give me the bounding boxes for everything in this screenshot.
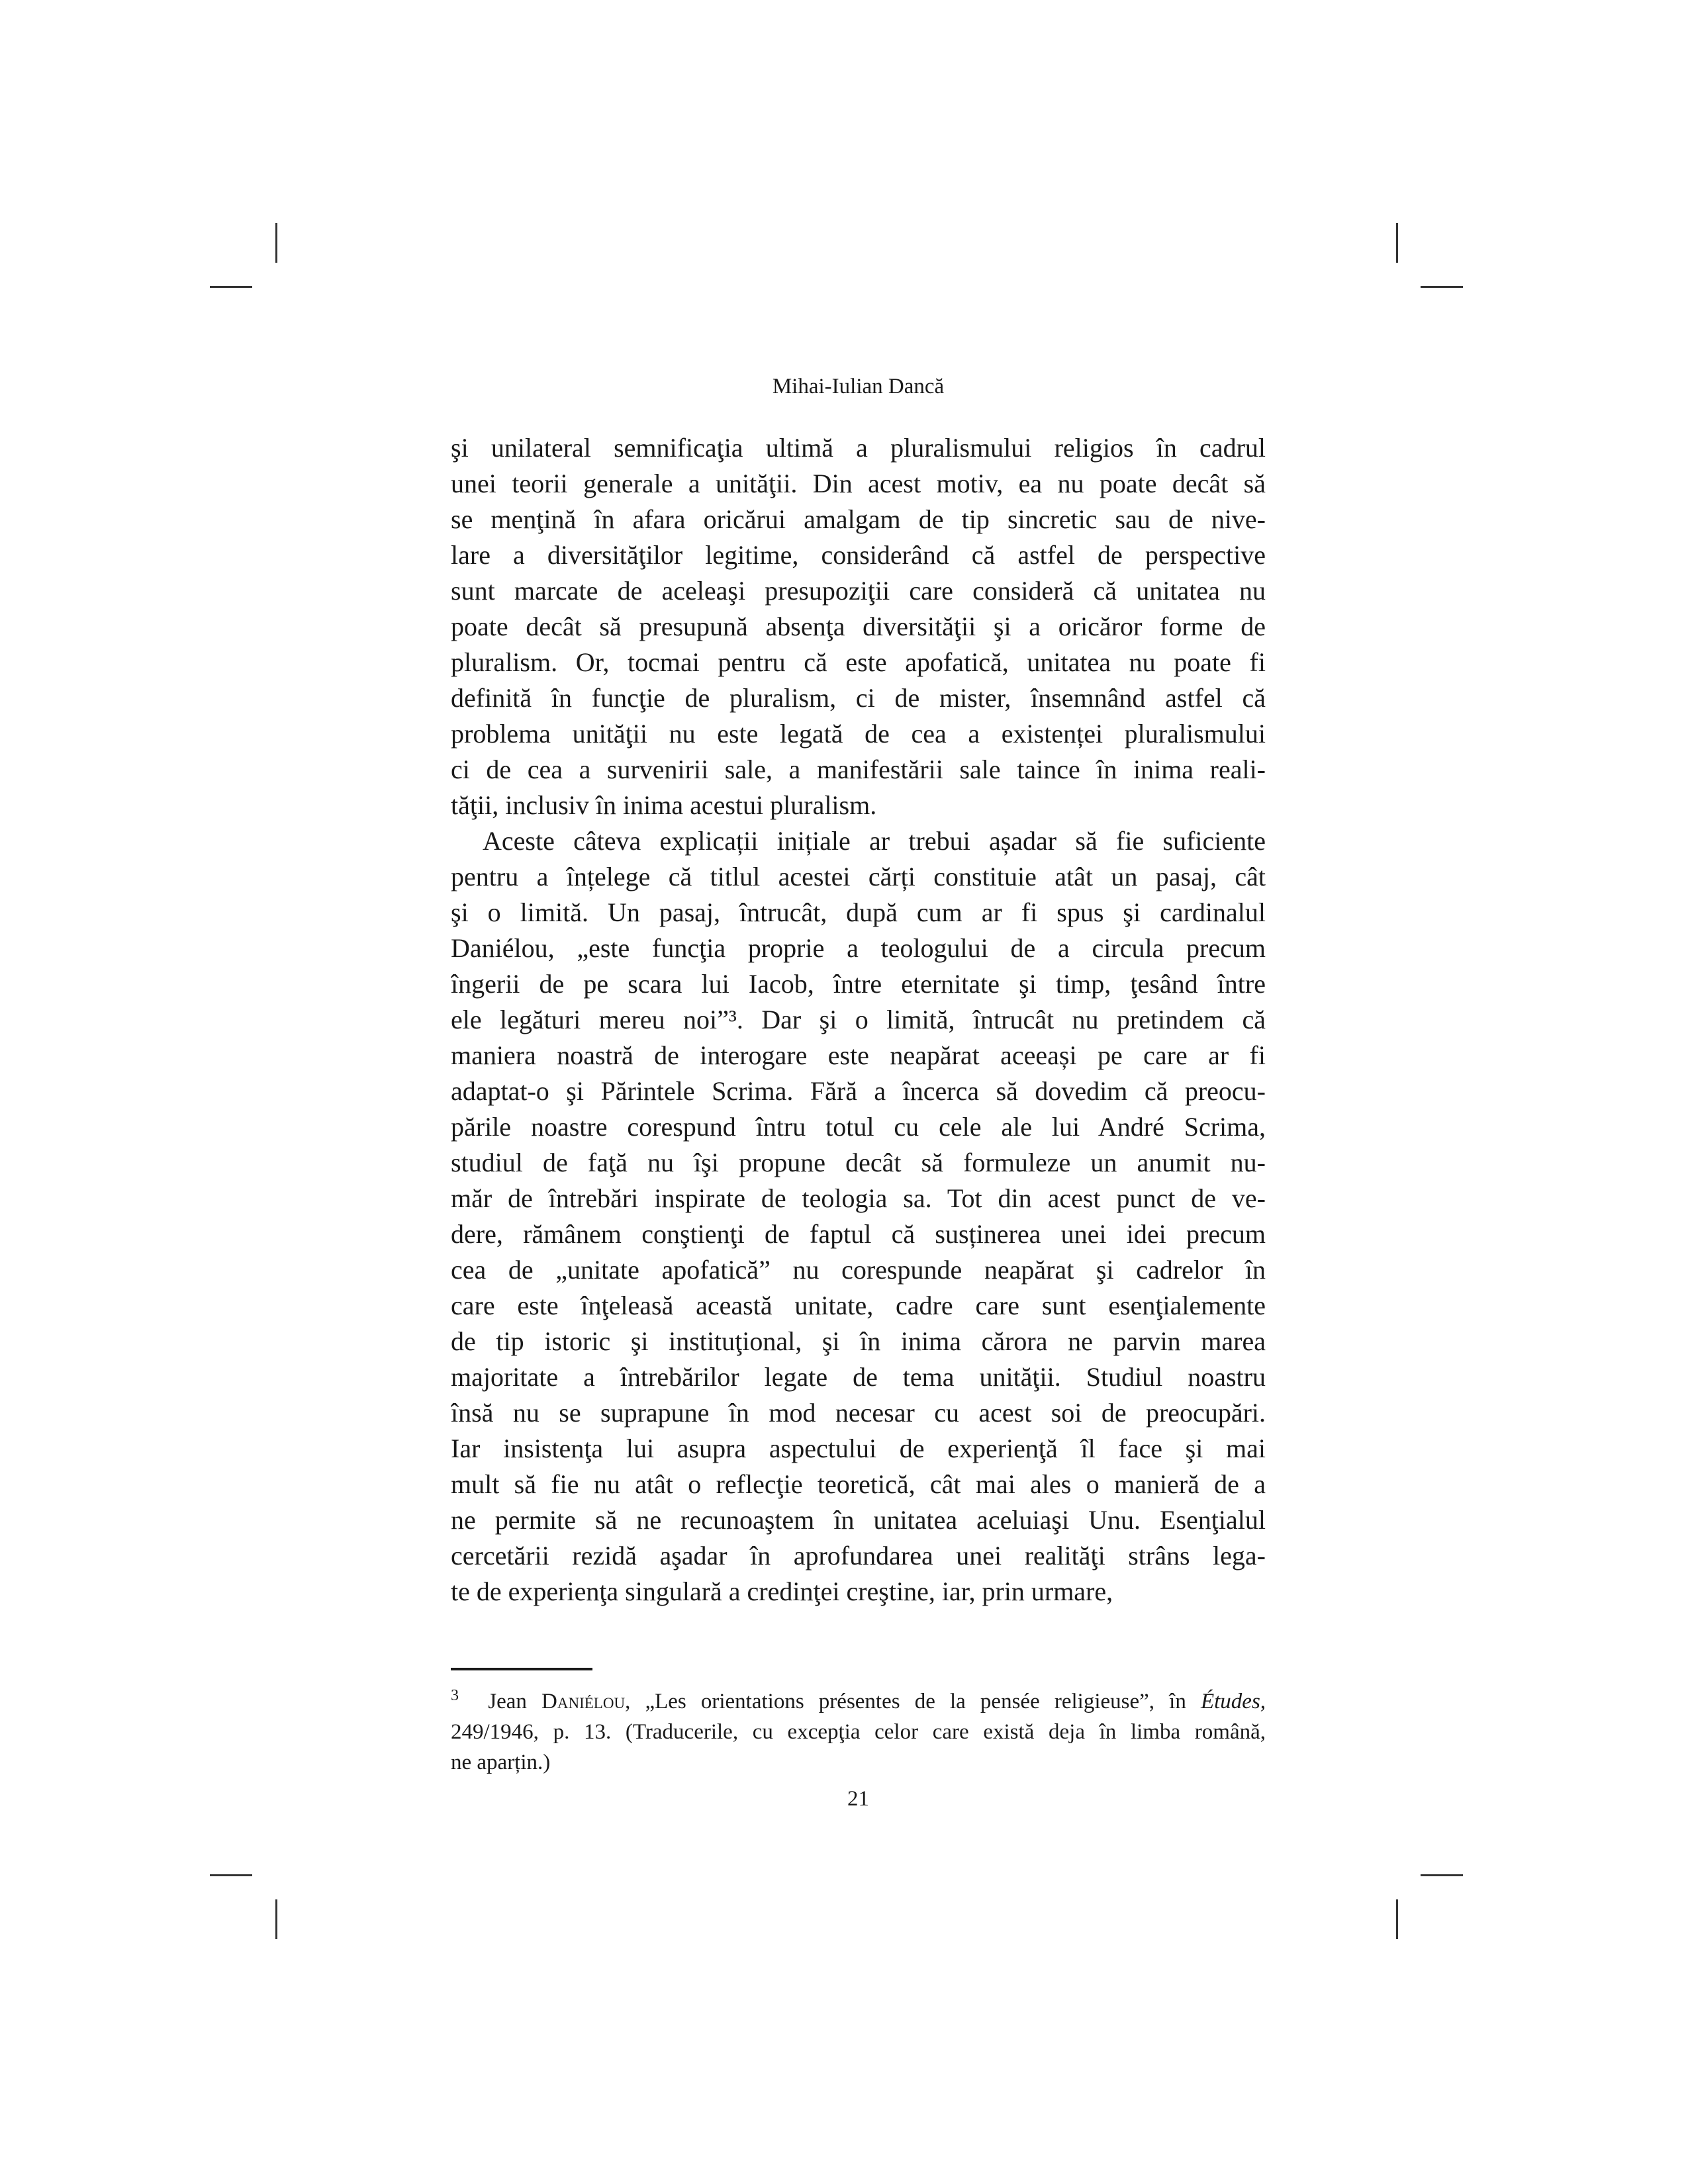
text-line: şi o limită. Un pasaj, întrucât, după cum ar fi spus şi cardinalul <box>451 897 1266 927</box>
footnote-line: ne aparțin.) <box>451 1751 551 1774</box>
text-line: tăţii, inclusiv în inima acestui pluralism. <box>451 790 877 820</box>
body-text <box>451 430 1266 1610</box>
text-line: majoritate a întrebărilor legate de tema unităţii. Studiul noastru <box>451 1362 1266 1392</box>
text-line: poate decât să presupună absenţa diversităţii şi a oricăror forme de <box>451 612 1266 641</box>
text-line: te de experienţa singulară a credinţei creştine, iar, prin urmare, <box>451 1576 1113 1606</box>
text-line: problema unităţii nu este legată de cea a existenței pluralismului <box>451 719 1266 749</box>
text-line: Iar insistenţa lui asupra aspectului de experienţă îl face şi mai <box>451 1433 1266 1463</box>
text-line: ele legături mereu noi”³. Dar şi o limită, întrucât nu pretindem că <box>451 1005 1266 1034</box>
text-line: şi unilateral semnificaţia ultimă a pluralismului religios în cadrul <box>451 433 1266 463</box>
footnote-title: , „Les orientations présentes de la pensée religieuse”, în <box>625 1690 1186 1713</box>
text-line: maniera noastră de interogare este neapărat aceeași pe care ar fi <box>451 1040 1266 1070</box>
text-line: cea de „unitate apofatică” nu corespunde neapărat şi cadrelor în <box>451 1255 1266 1285</box>
text-line: mult să fie nu atât o reflecţie teoretică, cât mai ales o manieră de a <box>451 1469 1266 1499</box>
crop-mark <box>1421 286 1463 288</box>
crop-mark <box>1396 1899 1398 1939</box>
footnote-line: 249/1946, p. 13. (Traducerile, cu excepţia celor care există deja în limba română, <box>451 1720 1266 1744</box>
crop-mark <box>210 286 252 288</box>
crop-mark <box>210 1874 252 1876</box>
text-line: ci de cea a survenirii sale, a manifestării sale taince în inima reali- <box>451 754 1266 784</box>
text-line: îngerii de pe scara lui Iacob, între eternitate şi timp, ţesând între <box>451 969 1266 999</box>
text-line: pentru a înțelege că titlul acestei cărți constituie atât un pasaj, cât <box>451 862 1266 891</box>
crop-mark <box>275 1899 277 1939</box>
text-line: însă nu se suprapune în mod necesar cu acest soi de preocupări. <box>451 1398 1266 1428</box>
text-line: Daniélou, „este funcţia proprie a teologului de a circula precum <box>451 933 1266 963</box>
text-line: unei teorii generale a unităţii. Din acest motiv, ea nu poate decât să <box>451 469 1266 498</box>
footnote-line <box>451 1686 1266 1717</box>
text-line: care este înţeleasă această unitate, cadre care sunt esenţialemente <box>451 1291 1266 1320</box>
footnote <box>451 1686 1266 1778</box>
text-line: definită în funcţie de pluralism, ci de mister, însemnând astfel că <box>451 683 1266 713</box>
running-header: Mihai-Iulian Dancă <box>772 375 945 398</box>
crop-mark <box>1421 1874 1463 1876</box>
text-line: se menţină în afara oricărui amalgam de tip sincretic sau de nive- <box>451 504 1266 534</box>
text-line: Aceste câteva explicații inițiale ar trebui așadar să fie suficiente <box>483 826 1266 856</box>
text-line: dere, rămânem conştienţi de faptul că susținerea unei idei precum <box>451 1219 1266 1249</box>
crop-mark <box>275 223 277 263</box>
page-number: 21 <box>847 1787 869 1811</box>
footnote-number: 3 <box>451 1687 459 1704</box>
footnote-rule <box>451 1668 592 1670</box>
text-line: studiul de faţă nu îşi propune decât să formuleze un anumit nu- <box>451 1148 1266 1177</box>
footnote-author-last: Daniélou <box>541 1690 626 1713</box>
text-line: lare a diversităţilor legitime, considerând că astfel de perspective <box>451 540 1266 570</box>
text-line: pările noastre corespund întru totul cu cele ale lui André Scrima, <box>451 1112 1266 1142</box>
text-line: de tip istoric şi instituţional, şi în inima cărora ne parvin marea <box>451 1326 1266 1356</box>
text-line: cercetării rezidă aşadar în aprofundarea unei realităţi strâns lega- <box>451 1541 1266 1570</box>
text-line: sunt marcate de aceleaşi presupoziţii care consideră că unitatea nu <box>451 576 1266 606</box>
text-line: ne permite să ne recunoaştem în unitatea aceluiaşi Unu. Esenţialul <box>451 1505 1266 1535</box>
footnote-journal: Études, <box>1200 1690 1266 1713</box>
footnote-author-first: Jean <box>488 1690 527 1713</box>
crop-mark <box>1396 223 1398 263</box>
text-line: măr de întrebări inspirate de teologia sa. Tot din acest punct de ve- <box>451 1183 1266 1213</box>
text-line: pluralism. Or, tocmai pentru că este apofatică, unitatea nu poate fi <box>451 647 1266 677</box>
text-line: adaptat-o şi Părintele Scrima. Fără a încerca să dovedim că preocu- <box>451 1076 1266 1106</box>
